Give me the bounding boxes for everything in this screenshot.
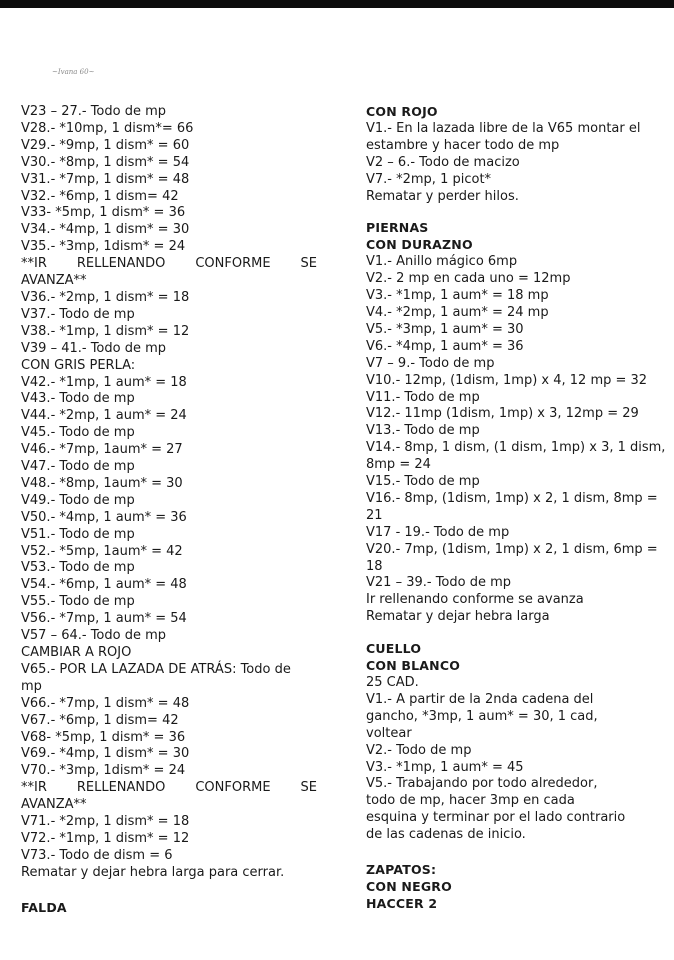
section-heading-con-rojo: CON ROJO: [366, 104, 438, 119]
pattern-line: V21 – 39.- Todo de mp: [366, 575, 512, 591]
pattern-line: V38.- *1mp, 1 dism* = 12: [21, 323, 190, 339]
pattern-line: V11.- Todo de mp: [366, 389, 480, 405]
pattern-line: de las cadenas de inicio.: [366, 827, 526, 843]
pattern-line: V13.- Todo de mp: [366, 423, 480, 439]
pattern-line: 18: [366, 558, 383, 574]
pattern-line: V20.- 7mp, (1dism, 1mp) x 2, 1 dism, 6mp =: [366, 541, 658, 557]
pattern-line: V17 - 19.- Todo de mp: [366, 524, 510, 540]
pattern-line: 25 CAD.: [366, 675, 419, 690]
pattern-word: CONFORME: [195, 780, 271, 796]
section-heading-piernas: PIERNAS: [366, 220, 429, 236]
pattern-line: V48.- *8mp, 1aum* = 30: [21, 475, 183, 491]
pattern-line: V73.- Todo de dism = 6: [21, 847, 173, 863]
pattern-line: V46.- *7mp, 1aum* = 27: [21, 442, 183, 458]
pattern-line: V39 – 41.- Todo de mp: [21, 340, 167, 356]
handwritten-note: ~Ivana 60~: [52, 68, 95, 76]
pattern-line: V71.- *2mp, 1 dism* = 18: [21, 814, 190, 830]
ir-rellenando-line: [21, 780, 317, 797]
pattern-word: **IR: [21, 780, 47, 796]
pattern-line: V3.- *1mp, 1 aum* = 18 mp: [366, 288, 549, 304]
pattern-line: V2 – 6.- Todo de macizo: [366, 154, 520, 170]
top-border-bar: [0, 0, 674, 8]
pattern-line: V42.- *1mp, 1 aum* = 18: [21, 374, 187, 390]
pattern-line: gancho, *3mp, 1 aum* = 30, 1 cad,: [366, 708, 598, 724]
pattern-line: V43.- Todo de mp: [21, 391, 135, 407]
pattern-line: V7.- *2mp, 1 picot*: [366, 171, 492, 187]
pattern-line: V68- *5mp, 1 dism* = 36: [21, 729, 186, 745]
pattern-line: CON GRIS PERLA:: [21, 357, 136, 373]
pattern-line: V5.- *3mp, 1 aum* = 30: [366, 321, 524, 337]
pattern-line: V1.- A partir de la 2nda cadena del: [366, 691, 594, 707]
pattern-line: V52.- *5mp, 1aum* = 42: [21, 543, 183, 559]
pattern-line: estambre y hacer todo de mp: [366, 137, 560, 153]
pattern-line: 21: [366, 507, 383, 523]
pattern-word: RELLENANDO: [76, 780, 166, 796]
pattern-line: Rematar y dejar hebra larga para cerrar.: [21, 864, 285, 880]
pattern-line: V1.- En la lazada libre de la V65 montar el: [366, 120, 641, 136]
pattern-word: **IR: [21, 256, 47, 272]
pattern-line: Ir rellenando conforme se avanza: [366, 592, 584, 608]
pattern-line: V37.- Todo de mp: [21, 306, 135, 322]
avanza-line: AVANZA**: [21, 273, 87, 289]
pattern-line: Rematar y dejar hebra larga: [366, 609, 550, 625]
pattern-line: V51.- Todo de mp: [21, 526, 135, 542]
pattern-line: V35.- *3mp, 1dism* = 24: [21, 239, 186, 255]
pattern-line: V47.- Todo de mp: [21, 459, 135, 475]
pattern-line: V44.- *2mp, 1 aum* = 24: [21, 408, 187, 424]
pattern-line: V33- *5mp, 1 dism* = 36: [21, 205, 186, 221]
section-subheading-con-blanco: CON BLANCO: [366, 658, 461, 674]
pattern-line: voltear: [366, 725, 412, 741]
pattern-line: V70.- *3mp, 1dism* = 24: [21, 763, 186, 779]
pattern-line: 8mp = 24: [366, 457, 431, 473]
pattern-line: V30.- *8mp, 1 dism* = 54: [21, 154, 190, 170]
pattern-line: V69.- *4mp, 1 dism* = 30: [21, 746, 190, 762]
pattern-line: V4.- *2mp, 1 aum* = 24 mp: [366, 304, 549, 320]
pattern-line: V1.- Anillo mágico 6mp: [366, 254, 518, 270]
pattern-line: V36.- *2mp, 1 dism* = 18: [21, 289, 190, 305]
pattern-line: V49.- Todo de mp: [21, 492, 135, 508]
section-subheading-haccer-2: HACCER 2: [366, 895, 438, 911]
pattern-line: V45.- Todo de mp: [21, 425, 135, 441]
pattern-line: V3.- *1mp, 1 aum* = 45: [366, 759, 524, 775]
pattern-line: V12.- 11mp (1dism, 1mp) x 3, 12mp = 29: [366, 406, 639, 422]
section-subheading-con-durazno: CON DURAZNO: [366, 237, 473, 253]
pattern-line: Rematar y perder hilos.: [366, 188, 519, 204]
pattern-line: V57 – 64.- Todo de mp: [21, 628, 167, 644]
section-heading-zapatos: ZAPATOS:: [366, 862, 437, 878]
pattern-line: V14.- 8mp, 1 dism, (1 dism, 1mp) x 3, 1 dism,: [366, 440, 666, 456]
pattern-line: V34.- *4mp, 1 dism* = 30: [21, 222, 190, 238]
pattern-line: V55.- Todo de mp: [21, 594, 135, 610]
pattern-line: V67.- *6mp, 1 dism= 42: [21, 712, 179, 728]
section-heading-falda: FALDA: [21, 899, 67, 915]
pattern-word: RELLENANDO: [76, 256, 166, 272]
pattern-line: V53.- Todo de mp: [21, 560, 135, 576]
pattern-line: V31.- *7mp, 1 dism* = 48: [21, 171, 190, 187]
pattern-line: V50.- *4mp, 1 aum* = 36: [21, 509, 187, 525]
pattern-line: V2.- Todo de mp: [366, 742, 472, 758]
pattern-line: V7 – 9.- Todo de mp: [366, 355, 495, 371]
pattern-line: V72.- *1mp, 1 dism* = 12: [21, 830, 190, 846]
pattern-line: V10.- 12mp, (1dism, 1mp) x 4, 12 mp = 32: [366, 372, 648, 388]
pattern-line: V66.- *7mp, 1 dism* = 48: [21, 695, 190, 711]
pattern-line: V65.- POR LA LAZADA DE ATRÁS: Todo de: [21, 661, 291, 677]
section-subheading-con-negro: CON NEGRO: [366, 878, 452, 894]
pattern-word: SE: [300, 780, 317, 796]
pattern-line: todo de mp, hacer 3mp en cada: [366, 793, 575, 809]
pattern-line: V28.- *10mp, 1 dism*= 66: [21, 120, 194, 136]
pattern-line: V16.- 8mp, (1dism, 1mp) x 2, 1 dism, 8mp =: [366, 490, 658, 506]
pattern-line: V29.- *9mp, 1 dism* = 60: [21, 137, 190, 153]
left-column: [21, 104, 336, 917]
pattern-line: V56.- *7mp, 1 aum* = 54: [21, 611, 187, 627]
pattern-line: V6.- *4mp, 1 aum* = 36: [366, 338, 524, 354]
ir-rellenando-line: [21, 256, 317, 273]
pattern-line: V5.- Trabajando por todo alrededor,: [366, 776, 598, 792]
pattern-line: V23 – 27.- Todo de mp: [21, 104, 167, 119]
pattern-line: V15.- Todo de mp: [366, 474, 480, 490]
pattern-line: V54.- *6mp, 1 aum* = 48: [21, 577, 187, 593]
pattern-line: V2.- 2 mp en cada uno = 12mp: [366, 271, 571, 287]
pattern-line: CAMBIAR A ROJO: [21, 645, 132, 660]
pattern-line: esquina y terminar por el lado contrario: [366, 810, 626, 826]
avanza-line: AVANZA**: [21, 797, 87, 813]
pattern-word: SE: [300, 256, 317, 272]
section-heading-cuello: CUELLO: [366, 641, 422, 657]
right-column: [366, 104, 666, 913]
pattern-word: CONFORME: [195, 256, 271, 272]
pattern-line: mp: [21, 678, 42, 694]
pattern-line: V32.- *6mp, 1 dism= 42: [21, 188, 179, 204]
